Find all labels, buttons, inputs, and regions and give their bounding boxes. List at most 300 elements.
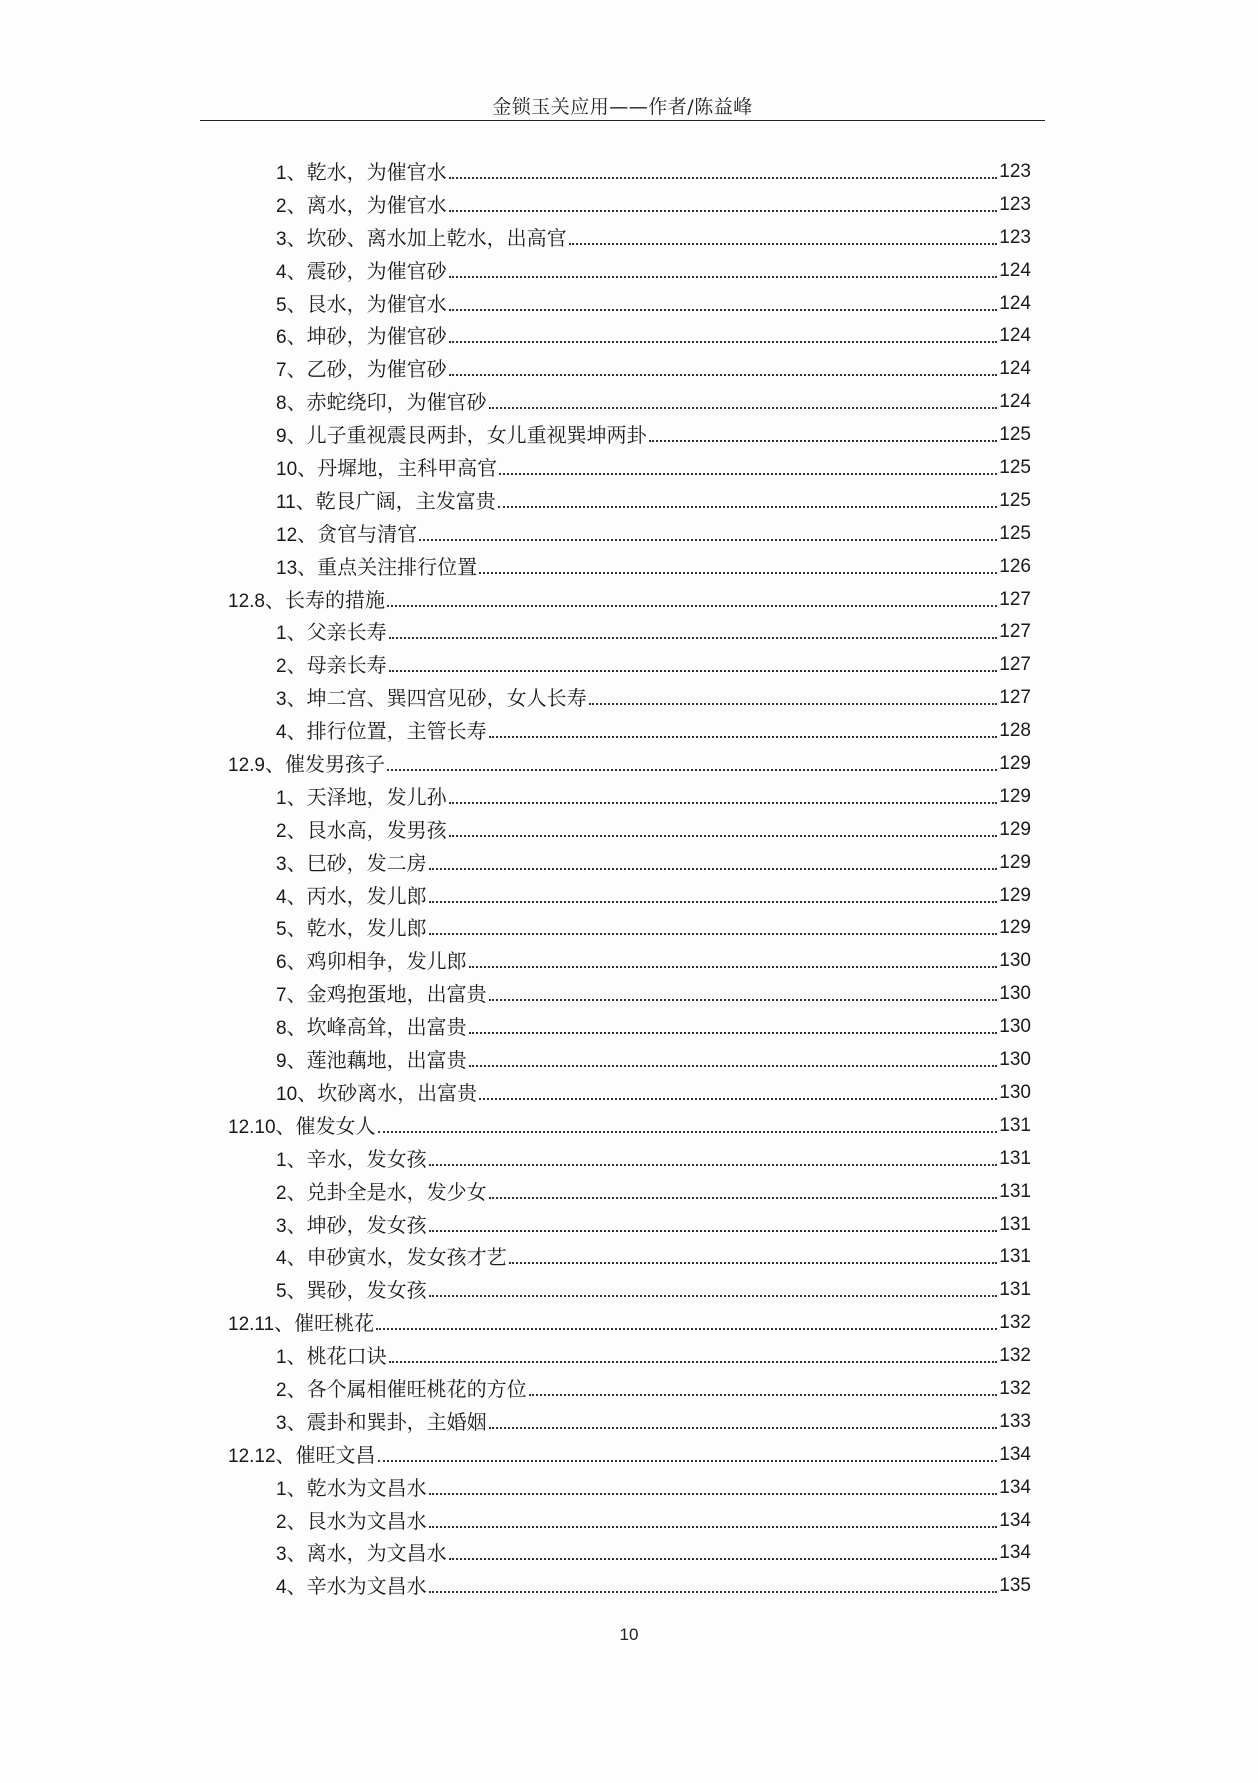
toc-entry-page: 131 <box>999 1213 1031 1235</box>
toc-subsection-entry[interactable] <box>0 1377 1031 1410</box>
toc-entry-text: 辛水为文昌水 <box>306 1574 427 1599</box>
toc-entry-title <box>276 1509 427 1535</box>
toc-entry-separator: 、 <box>286 916 307 941</box>
toc-entry-separator: 、 <box>297 521 318 546</box>
toc-entry-separator: 、 <box>264 752 285 777</box>
toc-leader-dots <box>429 1278 998 1297</box>
toc-entry-separator: 、 <box>286 1574 307 1599</box>
toc-entry-page: 124 <box>999 391 1031 413</box>
page-number: 10 <box>619 1625 639 1644</box>
toc-entry-separator: 、 <box>286 1179 307 1204</box>
toc-entry-text: 震砂，为催官砂 <box>306 258 447 283</box>
toc-entry-title <box>276 916 427 942</box>
toc-subsection-entry[interactable] <box>0 1278 1031 1311</box>
toc-leader-dots <box>429 884 998 903</box>
toc-entry-text: 辛水，发女孩 <box>306 1146 427 1171</box>
toc-subsection-entry[interactable] <box>0 949 1031 982</box>
toc-entry-title <box>276 884 427 910</box>
toc-subsection-entry[interactable] <box>0 193 1031 226</box>
toc-leader-dots <box>449 324 998 343</box>
toc-entry-number: 6 <box>276 952 287 974</box>
toc-entry-page: 128 <box>999 720 1031 742</box>
toc-entry-text: 乾水，为催官水 <box>306 160 447 184</box>
toc-entry-text: 离水，为文昌水 <box>306 1541 447 1566</box>
toc-entry-title <box>276 1344 387 1370</box>
toc-entry-number: 12 <box>276 524 298 546</box>
toc-entry-number: 3 <box>276 1412 287 1434</box>
toc-entry-separator: 、 <box>286 423 307 448</box>
toc-leader-dots <box>489 982 998 1001</box>
toc-entry-title <box>276 259 447 285</box>
toc-entry-page: 132 <box>999 1377 1031 1399</box>
toc-subsection-entry[interactable] <box>0 851 1031 884</box>
toc-entry-separator: 、 <box>286 850 307 875</box>
toc-entry-number: 12.8 <box>228 590 265 612</box>
toc-subsection-entry[interactable] <box>0 456 1031 489</box>
toc-entry-text: 乙砂，为催官砂 <box>306 357 447 382</box>
toc-section-entry[interactable] <box>0 588 1031 621</box>
toc-entry-number: 1 <box>276 163 287 184</box>
toc-entry-text: 丙水，发儿郎 <box>306 883 427 908</box>
toc-leader-dots <box>429 916 998 935</box>
toc-entry-text: 艮水高，发男孩 <box>306 817 447 842</box>
toc-entry-page: 130 <box>999 983 1031 1005</box>
toc-subsection-entry[interactable] <box>0 1245 1031 1278</box>
toc-entry-page: 123 <box>999 193 1031 215</box>
toc-leader-dots <box>449 292 998 311</box>
toc-entry-separator: 、 <box>286 949 307 974</box>
toc-entry-separator: 、 <box>286 817 307 842</box>
toc-entry-separator: 、 <box>264 587 285 612</box>
toc-entry-page: 123 <box>999 226 1031 248</box>
toc-entry-page: 131 <box>999 1180 1031 1202</box>
toc-subsection-entry[interactable] <box>0 1410 1031 1443</box>
toc-entry-page: 124 <box>999 325 1031 347</box>
toc-entry-title <box>276 193 447 219</box>
toc-entry-number: 1 <box>276 623 287 645</box>
toc-entry-title <box>228 588 385 614</box>
toc-leader-dots <box>449 160 998 179</box>
toc-entry-title <box>276 851 427 877</box>
toc-entry-separator: 、 <box>286 784 307 809</box>
toc-entry-separator: 、 <box>286 883 307 908</box>
toc-entry-number: 12.9 <box>228 755 265 777</box>
toc-section-entry[interactable] <box>0 1114 1031 1147</box>
toc-entry-page: 123 <box>999 161 1031 182</box>
toc-entry-title <box>276 982 487 1008</box>
toc-entry-number: 2 <box>276 195 287 217</box>
toc-subsection-entry[interactable] <box>0 390 1031 423</box>
toc-entry-number: 1 <box>276 787 287 809</box>
toc-entry-separator: 、 <box>286 225 307 250</box>
toc-leader-dots <box>489 1410 998 1429</box>
toc-entry-separator: 、 <box>286 653 307 678</box>
toc-leader-dots <box>387 752 997 771</box>
toc-section-entry[interactable] <box>0 1311 1031 1344</box>
toc-entry-number: 9 <box>276 1051 287 1073</box>
toc-entry-page: 131 <box>999 1114 1031 1136</box>
running-header: 金锁玉关应用——作者/陈益峰 <box>492 96 753 118</box>
toc-entry-text: 催旺文昌 <box>295 1442 376 1467</box>
toc-leader-dots <box>449 193 998 212</box>
toc-subsection-entry[interactable] <box>0 785 1031 818</box>
toc-entry-text: 母亲长寿 <box>306 653 387 678</box>
toc-entry-page: 130 <box>999 1049 1031 1071</box>
toc-entry-text: 催发男孩子 <box>284 752 385 777</box>
toc-entry-number: 5 <box>276 1281 287 1303</box>
toc-subsection-entry[interactable] <box>0 719 1031 752</box>
toc-subsection-entry[interactable] <box>0 653 1031 686</box>
toc-entry-page: 127 <box>999 621 1031 643</box>
toc-subsection-entry[interactable] <box>0 1015 1031 1048</box>
toc-leader-dots <box>389 1344 998 1363</box>
toc-subsection-entry[interactable] <box>0 1476 1031 1509</box>
toc-entry-page: 125 <box>999 522 1031 544</box>
toc-entry-text: 离水，为催官水 <box>306 192 447 217</box>
toc-entry-number: 8 <box>276 393 287 415</box>
toc-subsection-entry[interactable] <box>0 1048 1031 1081</box>
toc-entry-title <box>276 324 447 350</box>
toc-entry-separator: 、 <box>286 620 307 645</box>
toc-entry-text: 金鸡抱蛋地，出富贵 <box>306 982 487 1007</box>
toc-entry-text: 乾水，发儿郎 <box>306 916 427 941</box>
toc-entry-text: 贪官与清官 <box>317 521 418 546</box>
toc-entry-number: 5 <box>276 294 287 316</box>
toc-entry-number: 2 <box>276 1511 287 1533</box>
toc-entry-separator: 、 <box>286 324 307 349</box>
toc-entry-page: 127 <box>999 654 1031 676</box>
toc-entry-separator: 、 <box>286 1541 307 1566</box>
toc-entry-page: 134 <box>999 1542 1031 1564</box>
toc-entry-page: 131 <box>999 1246 1031 1268</box>
toc-entry-separator: 、 <box>274 1311 295 1336</box>
toc-entry-page: 125 <box>999 424 1031 446</box>
toc-entry-title <box>276 489 496 515</box>
toc-leader-dots <box>429 851 998 870</box>
toc-entry-text: 儿子重视震艮两卦，女儿重视巽坤两卦 <box>306 423 647 448</box>
toc-entry-number: 1 <box>276 1478 287 1500</box>
toc-entry-title <box>276 785 447 811</box>
toc-entry-text: 乾水为文昌水 <box>306 1475 427 1500</box>
toc-entry-number: 11 <box>276 491 296 513</box>
toc-entry-title <box>276 226 567 252</box>
toc-leader-dots <box>419 522 997 541</box>
toc-leader-dots <box>449 785 998 804</box>
toc-entry-text: 坎砂离水，出富贵 <box>317 1080 478 1105</box>
toc-entry-title <box>276 1476 427 1502</box>
toc-entry-title <box>276 1213 427 1239</box>
toc-entry-page: 127 <box>999 588 1031 610</box>
toc-leader-dots <box>376 1311 997 1330</box>
toc-leader-dots <box>449 818 998 837</box>
toc-entry-number: 4 <box>276 722 287 744</box>
toc-entry-separator: 、 <box>286 160 307 184</box>
toc-subsection-entry[interactable] <box>0 1081 1031 1114</box>
toc-entry-separator: 、 <box>286 1245 307 1270</box>
toc-entry-number: 3 <box>276 1544 287 1566</box>
toc-subsection-entry[interactable] <box>0 818 1031 851</box>
toc-entry-page: 133 <box>999 1410 1031 1432</box>
toc-entry-number: 5 <box>276 919 287 941</box>
toc-entry-text: 催发女人 <box>295 1113 376 1138</box>
toc-entry-page: 131 <box>999 1279 1031 1301</box>
toc-subsection-entry[interactable] <box>0 686 1031 719</box>
toc-entry-page: 124 <box>999 292 1031 314</box>
toc-subsection-entry[interactable] <box>0 522 1031 555</box>
toc-entry-separator: 、 <box>286 982 307 1007</box>
toc-entry-number: 2 <box>276 1379 287 1401</box>
toc-entry-separator: 、 <box>286 357 307 382</box>
toc-entry-separator: 、 <box>286 1508 307 1533</box>
toc-entry-title <box>276 1245 507 1271</box>
toc-entry-title <box>276 1147 427 1173</box>
toc-entry-title <box>228 752 385 778</box>
toc-leader-dots <box>387 588 997 607</box>
toc-entry-page: 129 <box>999 753 1031 775</box>
toc-subsection-entry[interactable] <box>0 423 1031 456</box>
toc-leader-dots <box>479 1081 997 1100</box>
toc-entry-text: 鸡卯相争，发儿郎 <box>306 949 467 974</box>
toc-entry-title <box>276 160 447 186</box>
toc-entry-separator: 、 <box>286 258 307 283</box>
toc-entry-text: 莲池藕地，出富贵 <box>306 1048 467 1073</box>
toc-entry-title <box>276 292 447 318</box>
toc-subsection-entry[interactable] <box>0 884 1031 917</box>
toc-entry-separator: 、 <box>275 1442 296 1467</box>
toc-leader-dots <box>589 686 998 705</box>
toc-entry-number: 7 <box>276 985 287 1007</box>
toc-entry-title <box>276 1015 467 1041</box>
toc-entry-title <box>276 555 477 581</box>
toc-subsection-entry[interactable] <box>0 259 1031 292</box>
toc-entry-text: 排行位置，主管长寿 <box>306 719 487 744</box>
toc-leader-dots <box>489 719 998 738</box>
toc-subsection-entry[interactable] <box>0 489 1031 522</box>
toc-entry-number: 12.12 <box>228 1445 276 1467</box>
toc-entry-text: 父亲长寿 <box>306 620 387 645</box>
toc-entry-separator: 、 <box>295 488 316 513</box>
toc-entry-page: 134 <box>999 1476 1031 1498</box>
toc-subsection-entry[interactable] <box>0 357 1031 390</box>
toc-entry-page: 126 <box>999 555 1031 577</box>
toc-entry-number: 9 <box>276 426 287 448</box>
toc-entry-number: 3 <box>276 228 287 250</box>
toc-entry-page: 132 <box>999 1345 1031 1367</box>
toc-leader-dots <box>479 555 997 574</box>
toc-subsection-entry[interactable] <box>0 324 1031 357</box>
toc-entry-text: 乾艮广阔，主发富贵 <box>315 488 496 513</box>
toc-entry-title <box>276 1278 427 1304</box>
toc-subsection-entry[interactable] <box>0 916 1031 949</box>
toc-entry-text: 申砂寅水，发女孩才艺 <box>306 1245 507 1270</box>
toc-leader-dots <box>429 1147 998 1166</box>
toc-leader-dots <box>449 259 998 278</box>
toc-subsection-entry[interactable] <box>0 1344 1031 1377</box>
toc-leader-dots <box>378 1114 998 1133</box>
toc-entry-page: 124 <box>999 358 1031 380</box>
toc-entry-number: 3 <box>276 689 287 711</box>
toc-entry-number: 10 <box>276 1083 298 1105</box>
toc-leader-dots <box>429 1509 998 1528</box>
toc-leader-dots <box>429 1213 998 1232</box>
toc-entry-number: 4 <box>276 886 287 908</box>
toc-entry-number: 2 <box>276 820 287 842</box>
toc-entry-number: 12.10 <box>228 1116 276 1138</box>
toc-entry-page: 124 <box>999 259 1031 281</box>
toc-leader-dots <box>469 949 998 968</box>
toc-subsection-entry[interactable] <box>0 1180 1031 1213</box>
toc-entry-separator: 、 <box>286 1344 307 1369</box>
toc-subsection-entry[interactable] <box>0 555 1031 588</box>
toc-entry-number: 4 <box>276 1577 287 1599</box>
toc-entry-page: 129 <box>999 785 1031 807</box>
toc-leader-dots <box>569 226 998 245</box>
toc-entry-number: 13 <box>276 557 298 579</box>
toc-subsection-entry[interactable] <box>0 1147 1031 1180</box>
toc-entry-text: 巽砂，发女孩 <box>306 1278 427 1303</box>
toc-leader-dots <box>449 1541 998 1560</box>
toc-entry-title <box>276 949 467 975</box>
toc-entry-title <box>228 1114 376 1140</box>
toc-entry-title <box>228 1311 374 1337</box>
toc-entry-title <box>276 1081 477 1107</box>
toc-leader-dots <box>389 620 998 639</box>
toc-entry-page: 125 <box>999 457 1031 479</box>
toc-leader-dots <box>529 1377 998 1396</box>
toc-entry-text: 坤二宫、巽四宫见砂，女人长寿 <box>306 686 587 711</box>
toc-entry-number: 3 <box>276 853 287 875</box>
toc-entry-number: 7 <box>276 360 287 382</box>
toc-leader-dots <box>429 1476 998 1495</box>
toc-entry-title <box>276 620 387 646</box>
toc-entry-separator: 、 <box>286 1475 307 1500</box>
toc-subsection-entry[interactable] <box>0 620 1031 653</box>
toc-subsection-entry[interactable] <box>0 160 1031 193</box>
toc-entry-text: 坤砂，发女孩 <box>306 1212 427 1237</box>
toc-entry-text: 赤蛇绕印，为催官砂 <box>306 390 487 415</box>
toc-entry-text: 艮水，为催官水 <box>306 291 447 316</box>
toc-entry-page: 130 <box>999 950 1031 972</box>
toc-subsection-entry[interactable] <box>0 1213 1031 1246</box>
toc-entry-number: 1 <box>276 1149 287 1171</box>
toc-leader-dots <box>489 1180 998 1199</box>
toc-entry-separator: 、 <box>297 1080 318 1105</box>
toc-subsection-entry[interactable] <box>0 292 1031 325</box>
toc-entry-separator: 、 <box>286 1376 307 1401</box>
toc-section-entry[interactable] <box>0 1443 1031 1476</box>
toc-entry-text: 各个属相催旺桃花的方位 <box>306 1376 527 1401</box>
toc-subsection-entry[interactable] <box>0 1509 1031 1542</box>
toc-leader-dots <box>449 357 998 376</box>
toc-entry-title <box>276 653 387 679</box>
toc-leader-dots <box>378 1443 998 1462</box>
table-of-contents <box>0 160 1258 1607</box>
toc-entry-page: 130 <box>999 1081 1031 1103</box>
toc-entry-title <box>276 1180 487 1206</box>
toc-leader-dots <box>649 423 998 442</box>
toc-entry-text: 兑卦全是水，发少女 <box>306 1179 487 1204</box>
toc-entry-text: 艮水为文昌水 <box>306 1508 427 1533</box>
toc-entry-title <box>276 818 447 844</box>
header-rule <box>200 120 1045 121</box>
toc-entry-page: 129 <box>999 917 1031 939</box>
toc-leader-dots <box>499 456 997 475</box>
toc-entry-title <box>276 522 417 548</box>
toc-entry-title <box>276 719 487 745</box>
toc-entry-text: 丹墀地，主科甲高官 <box>317 456 498 481</box>
toc-entry-title <box>276 686 587 712</box>
toc-entry-separator: 、 <box>286 686 307 711</box>
toc-entry-page: 131 <box>999 1147 1031 1169</box>
toc-subsection-entry[interactable] <box>0 1574 1031 1607</box>
toc-entry-title <box>276 390 487 416</box>
toc-entry-page: 125 <box>999 489 1031 511</box>
toc-entry-text: 坎砂、离水加上乾水，出高官 <box>306 225 567 250</box>
toc-entry-text: 震卦和巽卦，主婚姻 <box>306 1409 487 1434</box>
toc-entry-page: 129 <box>999 851 1031 873</box>
toc-section-entry[interactable] <box>0 752 1031 785</box>
toc-entry-page: 135 <box>999 1575 1031 1597</box>
toc-entry-page: 134 <box>999 1443 1031 1465</box>
toc-entry-separator: 、 <box>286 1278 307 1303</box>
toc-entry-number: 1 <box>276 1347 287 1369</box>
toc-entry-title <box>276 423 647 449</box>
toc-entry-title <box>228 1443 376 1469</box>
toc-leader-dots <box>509 1245 998 1264</box>
toc-entry-title <box>276 1048 467 1074</box>
toc-entry-number: 6 <box>276 327 287 349</box>
toc-entry-separator: 、 <box>286 390 307 415</box>
toc-entry-page: 129 <box>999 884 1031 906</box>
toc-entry-text: 坎峰高耸，出富贵 <box>306 1015 467 1040</box>
toc-entry-text: 巳砂，发二房 <box>306 850 427 875</box>
toc-entry-page: 134 <box>999 1509 1031 1531</box>
toc-entry-number: 10 <box>276 459 298 481</box>
toc-entry-page: 132 <box>999 1312 1031 1334</box>
toc-entry-page: 127 <box>999 687 1031 709</box>
toc-entry-title <box>276 456 497 482</box>
toc-entry-title <box>276 1410 487 1436</box>
toc-entry-number: 2 <box>276 656 287 678</box>
toc-entry-page: 129 <box>999 818 1031 840</box>
toc-entry-separator: 、 <box>275 1113 296 1138</box>
toc-leader-dots <box>469 1048 998 1067</box>
toc-entry-title <box>276 1541 447 1567</box>
toc-entry-number: 8 <box>276 1018 287 1040</box>
toc-entry-text: 天泽地，发儿孙 <box>306 784 447 809</box>
toc-entry-separator: 、 <box>286 192 307 217</box>
toc-leader-dots <box>498 489 998 508</box>
toc-entry-number: 4 <box>276 1248 287 1270</box>
toc-entry-separator: 、 <box>286 291 307 316</box>
toc-entry-text: 桃花口诀 <box>306 1344 387 1369</box>
toc-subsection-entry[interactable] <box>0 226 1031 259</box>
toc-entry-page: 130 <box>999 1016 1031 1038</box>
toc-leader-dots <box>489 390 998 409</box>
toc-entry-separator: 、 <box>286 1015 307 1040</box>
toc-entry-number: 2 <box>276 1182 287 1204</box>
toc-entry-title <box>276 1377 527 1403</box>
toc-leader-dots <box>469 1015 998 1034</box>
toc-leader-dots <box>429 1574 998 1593</box>
toc-entry-separator: 、 <box>286 719 307 744</box>
toc-entry-separator: 、 <box>286 1048 307 1073</box>
toc-subsection-entry[interactable] <box>0 982 1031 1015</box>
toc-entry-text: 催旺桃花 <box>294 1311 375 1336</box>
toc-subsection-entry[interactable] <box>0 1541 1031 1574</box>
toc-entry-separator: 、 <box>286 1212 307 1237</box>
toc-entry-separator: 、 <box>286 1409 307 1434</box>
